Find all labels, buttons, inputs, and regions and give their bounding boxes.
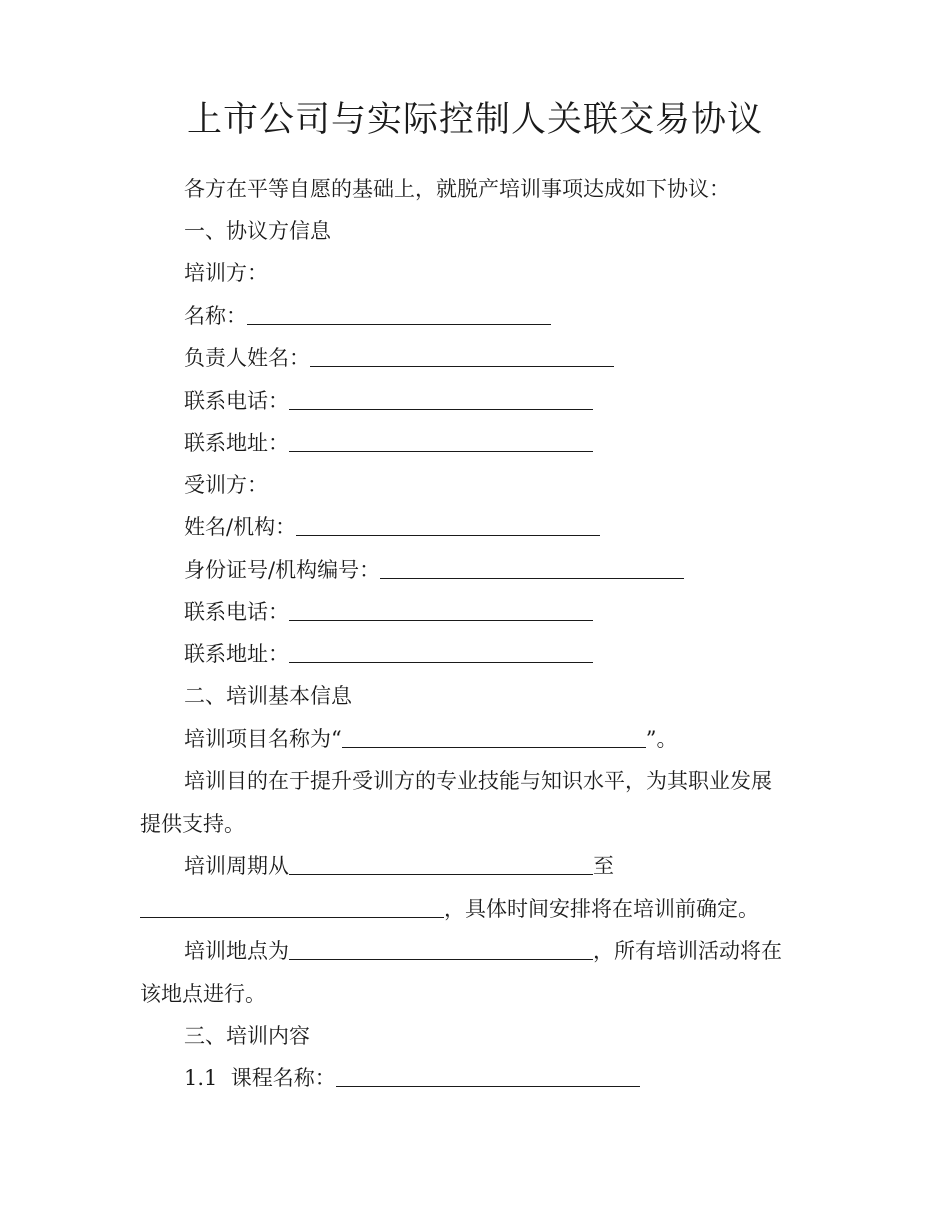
trainer-name-row [184,301,551,331]
trainee-name-row [184,512,600,542]
trainer-leader-blank[interactable] [310,346,614,367]
trainee-address-label: 联系地址： [184,642,289,666]
period-prefix: 培训周期从 [184,854,289,878]
period-suffix: ，具体时间安排将在培训前确定。 [444,897,759,921]
location-row-2: 该地点进行。 [140,982,266,1006]
trainee-id-label: 身份证号/机构编号： [184,558,381,582]
purpose-line-1: 培训目的在于提升受训方的专业技能与知识水平，为其职业发展 [184,769,772,793]
location-blank[interactable] [289,939,593,960]
project-name-blank[interactable] [342,727,646,748]
section2-heading: 二、培训基本信息 [184,684,352,708]
trainer-address-label: 联系地址： [184,431,289,455]
course-name-label: 1.1 课程名称： [184,1066,336,1090]
trainer-phone-label: 联系电话： [184,389,289,413]
trainer-name-label: 名称： [184,304,247,328]
trainer-leader-label: 负责人姓名： [184,346,310,370]
course-name-row [184,1063,640,1093]
trainee-address-blank[interactable] [289,642,593,663]
trainee-phone-row [184,597,593,627]
period-end-blank[interactable] [140,897,444,918]
period-mid: 至 [593,854,614,878]
trainer-leader-row [184,343,614,373]
trainer-address-blank[interactable] [289,431,593,452]
trainee-address-row [184,639,593,669]
document-title: 上市公司与实际控制人关联交易协议 [186,100,763,140]
purpose-line-2: 提供支持。 [140,812,245,836]
project-name-prefix: 培训项目名称为“ [184,727,342,751]
project-name-suffix: ”。 [645,727,678,751]
trainee-name-blank[interactable] [296,515,600,536]
trainee-phone-label: 联系电话： [184,600,289,624]
trainer-phone-row [184,386,593,416]
location-row-1 [184,936,782,966]
project-name-row [184,724,678,754]
trainer-label: 培训方： [184,261,268,285]
period-row-2 [140,894,759,924]
trainee-name-label: 姓名/机构： [184,515,297,539]
trainer-phone-blank[interactable] [289,389,593,410]
section3-heading: 三、培训内容 [184,1024,310,1048]
trainee-label: 受训方： [184,473,268,497]
trainee-phone-blank[interactable] [289,600,593,621]
trainee-id-row [184,555,684,585]
trainer-address-row [184,428,593,458]
trainee-id-blank[interactable] [380,558,684,579]
location-prefix: 培训地点为 [184,939,289,963]
trainer-name-blank[interactable] [247,304,551,325]
period-start-blank[interactable] [289,854,593,875]
location-suffix: ，所有培训活动将在 [593,939,782,963]
course-name-blank[interactable] [336,1066,640,1087]
section1-heading: 一、协议方信息 [184,219,331,243]
period-row-1 [184,851,614,881]
intro-paragraph: 各方在平等自愿的基础上，就脱产培训事项达成如下协议： [184,177,730,201]
